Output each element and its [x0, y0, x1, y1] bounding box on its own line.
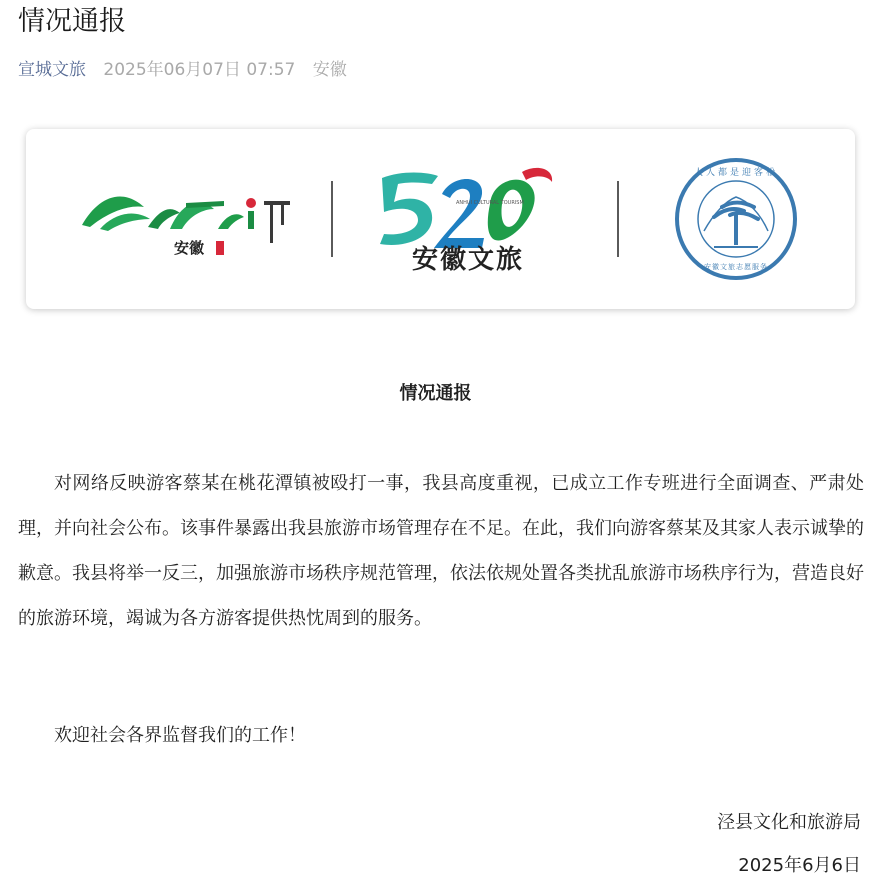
account-name-link[interactable]: 宣城文旅: [18, 60, 86, 80]
banner-divider: [617, 181, 619, 257]
anhui-520-logo: [372, 164, 572, 272]
banner-divider: [331, 181, 333, 257]
anhui-logo-caption: 安徽: [174, 239, 205, 257]
volunteer-seal-logo: [674, 157, 798, 281]
seal-bottom-text: 安徽文旅志愿服务: [704, 263, 768, 271]
publish-datetime: 2025年06月07日 07:57: [103, 60, 296, 80]
anhui-520-small-text: ANHUI CULTURAL TOURISM: [456, 200, 524, 206]
signature-date: 2025年6月6日: [738, 855, 861, 876]
notice-heading: 情况通报: [399, 383, 472, 404]
publish-region: 安徽: [312, 60, 347, 80]
notice-body-paragraph: 对网络反映游客蔡某在桃花潭镇被殴打一事，我县高度重视，已成立工作专班进行全面调查、严肃处理，并向社会公布。该事件暴露出我县旅游市场管理存在不足。在此，我们向游客蔡某及其家人表示诚挚的歉意。我县将举一反三，加强旅游市场秩序规范管理，依法依规处置各类扰乱旅游市场秩序行为，营造良好的旅游环境，竭诚为各方游客提供热忱周到的服务。: [18, 473, 864, 629]
article-meta: [18, 57, 347, 83]
logo-banner-image: [26, 129, 855, 309]
article-title: 情况通报: [18, 6, 126, 37]
seal-ring-text: 人人都是迎客松: [693, 168, 779, 178]
signature-organization: 泾县文化和旅游局: [717, 812, 861, 833]
anhui-520-caption: 安徽文旅: [412, 245, 525, 272]
anhui-logo: [78, 179, 294, 263]
notice-welcome-line: 欢迎社会各界监督我们的工作！: [54, 725, 306, 746]
